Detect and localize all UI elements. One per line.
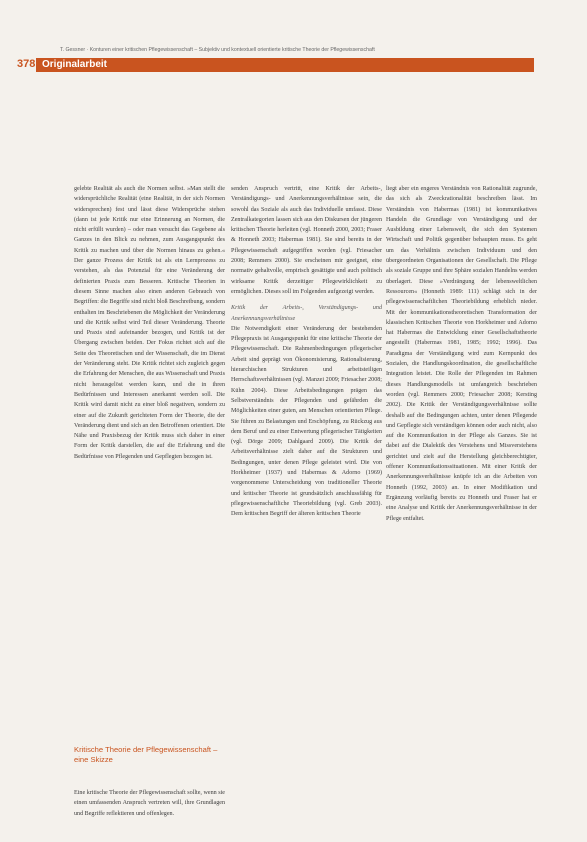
column-1-body: gelebte Realität als auch die Normen selbst. »Man stellt die widersprüchliche Realität (eine Realität, in der sich Normen widersprechen) fest und lässt diese Widersprüche stehen (dann ist jede Kritik nur eine Erinnerung an Normen, die nicht erfüllt wurden) – oder man versucht das Gegebene als Ganzes in den Blick zu nehmen, zum Ausgangspunkt des Kritik zu machen und über die Normen hinaus zu gehen.« Der ganze Prozess der Kritik ist als ein Lernprozess zu verstehen, als das Potenzial für eine Veränderung der definierten Praxis zum Besseren. Kritische Theorien in diesem Sinne machen also einen anderen Gebrauch von Begriffen: die Begriffe sind nicht bloß Beschreibung, sondern enthalten im Beschriebenen die Möglichkeit der Veränderung und die Kritik selbst wird Teil dieser Veränderung. Theorie und Praxis sind aufeinander bezogen, und Kritik ist der Übergang zwischen beiden. Der Fokus richtet sich auf die Seite des Theoretischen und der Wissenschaft, die im Dienst der Veränderung steht. Die Kritik richtet sich zugleich gegen die Erfahrung der Menschen, die aus Wissenschaft und Praxis nicht herausgelöst werden kann, und die in ihren Bedürfnissen und Interessen anerkannt werden soll. Die Kritik wird damit nicht zu einer bloß negativen, sondern zu einer auf die Zukunft gerichteten Form der Theorie, die der Veränderung dient und sich an den Betroffenen orientiert. Die Nähe und Praxisbezug der Kritik muss sich daher in einer Form der Kritik darstellen, die auf die Erfahrung und die Bedürfnisse von Pflegenden und Gepflegten bezogen ist. <box>74 186 225 460</box>
column-2-body: senden Anspruch vertritt, eine Kritik der Arbeits-, Verständigungs- und Anerkennungsverhältnisse sein, die sowohl das Soziale als auch das Individuelle umfasst. Diese Zentralkategorien lassen sich aus den Diskursen der jüngeren kritischen Theorie herleiten (vgl. Honneth 2000, 2003; Fraser & Honneth 2003; Habermas 1981). Sie sind bereits in der Pflegewissenschaft aufgegriffen worden (vgl. Friesacher 2008; Remmers 2000). Sie erscheinen mir geeignet, eine normativ gehaltvolle, empirisch gesättigte und auch politisch wirksame Kritik derzeitiger Pflegewirklichkeit zu ermöglichen. Dieses soll im Folgenden aufgezeigt werden. <box>231 186 382 295</box>
column-3-body: liegt aber ein engeres Verständnis von Rationalität zugrunde, das sich als Zweckrationalität beschreiben lässt. Im Verständnis von Habermas (1981) ist kommunikatives Handeln die Grundlage von Verständigung und der Ausbildung einer Lebenswelt, die sich den Systemen Wirtschaft und Politik gegenüber behaupten muss. Es geht um das Verhältnis zwischen Individuum und den übergeordneten Organisationen der Gesellschaft. Die Pflege als soziale Gruppe und ihre Sphäre sozialen Handelns werden überlagert. Diese »Verdrängung der lebensweltlichen Ressourcen« (Honneth 1989: 111) schlägt sich in der pflegewissenschaftlichen Theoriebildung erheblich nieder. Mit der kommunikationstheoretischen Transformation der klassischen Kritischen Theorie von Horkheimer und Adorno hat Habermas die Entwicklung einer Gesellschaftstheorie angestellt (Habermas 1981, 1985; 1992; 1996). Das Paradigma der Verständigung wird zum Kernpunkt des Sozialen, die Handlungskoordination, die gesellschaftliche Integration leistet. Die Rolle der Pflegenden im Rahmen dieses Handlungsmodells ist umfangreich beschrieben worden (vgl. Remmers 2000; Friesacher 2008; Kersting 2002). Die Kritik der Verständigungsverhältnisse sollte deshalb auf die Bedingungen achten, unter denen Pflegende und Gepflegte sich verständigen können oder auch nicht, also auf die Kommunikation in der Pflege als Ganzes. Sie ist dabei auf die Dialektik des Verstehens und Missverstehens gerichtet und zielt auf die Herstellung gleichberechtigter, offener Kommunikationssituationen. Mit einer Kritik der Anerkennungsverhältnisse knüpfe ich an die Arbeiten von Honneth (1992, 2003) an. In einer Modifikation und Ergänzung vorläufig bereits zu Honneth und Fraser hat er eine Analyse und Kritik der Anerkennungsverhältnisse in der Pflege entfaltet. <box>386 186 537 522</box>
text-column-1 <box>74 184 225 734</box>
column-1-body-after: Eine kritische Theorie der Pflegewissenschaft sollte, wenn sie einen umfassenden Anspruch vertreten will, ihre Grundlagen und Begriffe reflektieren und offenlegen. <box>74 790 225 817</box>
subsection-heading: Kritik der Arbeits-, Verständigungs- und Anerkennungsverhältnisse <box>231 305 382 322</box>
text-column-3 <box>386 184 537 824</box>
page-number: 378 <box>17 58 36 70</box>
section-heading: Kritische Theorie der Pflegewissenschaft – eine Skizze <box>74 745 218 764</box>
column-2-body-after: Die Notwendigkeit einer Veränderung der bestehenden Pflegepraxis ist Ausgangspunkt für eine kritische Theorie der Pflegewissenschaft. Die Rahmenbedingungen pflegerischer Arbeit sind geprägt von Ökonomisierung, Rationalisierung, hierarchischen Strukturen und arbeitsteiligen Herrschaftsverhältnissen (vgl. Manzei 2009; Friesacher 2008; Kühn 2004). Diese Arbeitsbedingungen prägen das Selbstverständnis der Pflegenden und gefährden die Möglichkeiten einer guten, am Menschen orientierten Pflege. Sie führen zu Belastungen und Erschöpfung, zu Rückzug aus dem Beruf und zu einer Entwertung pflegerischer Tätigkeiten (vgl. Dörge 2009; Dahlgaard 2009). Die Kritik der Arbeitsverhältnisse zielt daher auf die Strukturen und Bedingungen, unter denen Pflege geleistet wird. Die von Horkheimer (1937) und Habermas & Adorno (1969) vorgenommene Unterscheidung von traditioneller Theorie und kritischer Theorie ist grundsätzlich anschlussfähig für pflegewissenschaftliche Theoriebildung (vgl. Greb 2003). Dem kritischen Begriff der älteren kritischen Theorie <box>231 325 382 518</box>
section-label: Originalarbeit <box>42 59 108 70</box>
section-banner <box>36 58 534 72</box>
text-column-2 <box>231 184 382 824</box>
running-header: T. Gessner · Konturen einer kritischen Pflegewissenschaft – Subjektiv und kontextuell orientierte kritische Theorie der Pflegewissenschaft <box>60 47 375 53</box>
text-column-1-continued <box>74 788 225 828</box>
